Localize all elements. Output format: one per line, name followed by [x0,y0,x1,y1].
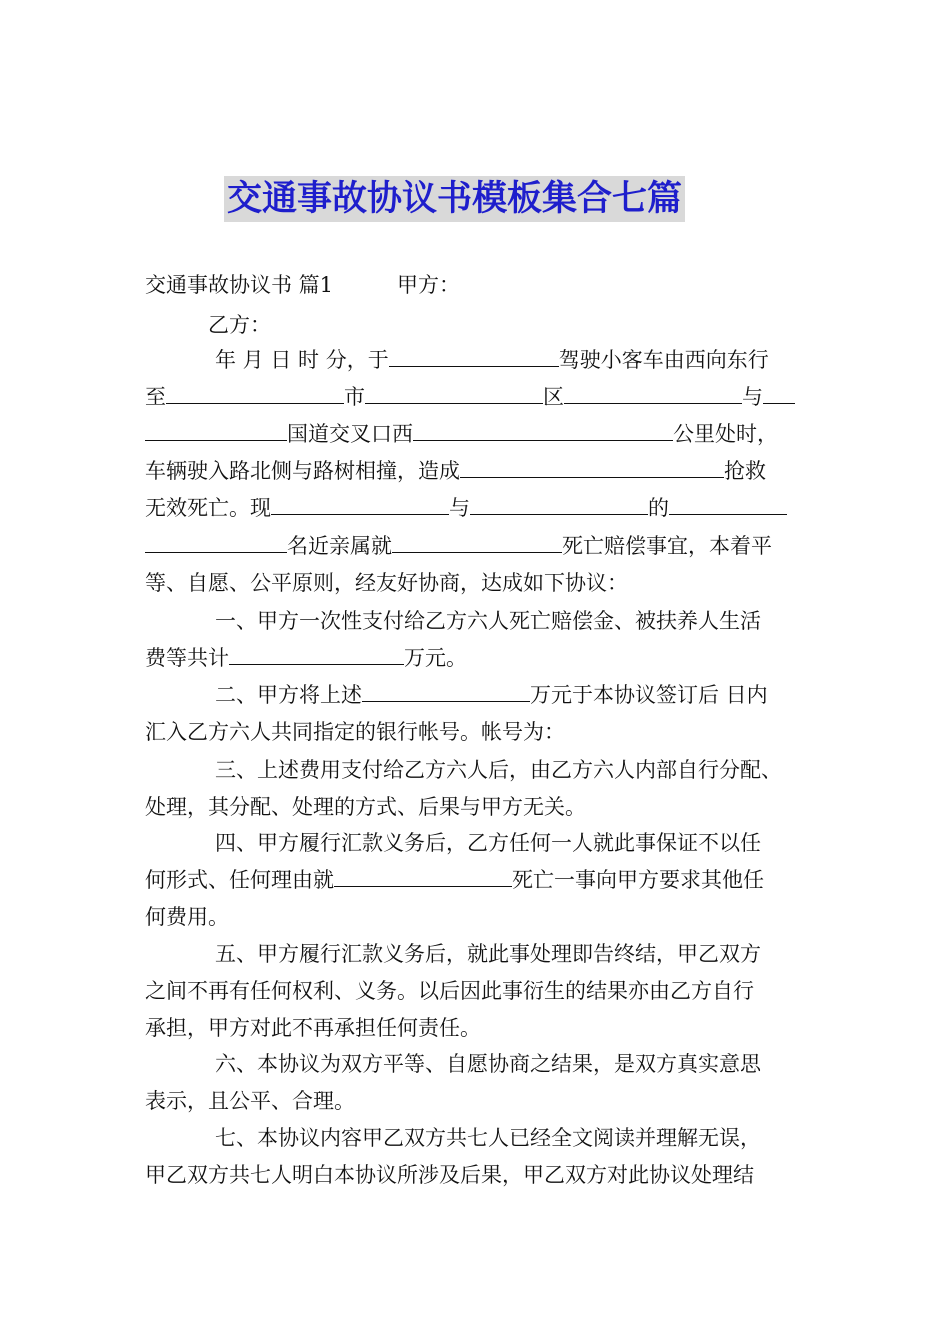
blank-field [145,530,287,553]
blank-field [166,381,344,404]
blank-field [669,492,787,515]
blank-field [763,381,795,404]
text-line: 年 月 日 时 分，于 驾驶小客车由西向东行 [215,344,769,376]
blank-field [413,418,673,441]
blank-field [362,679,530,702]
blank-field [460,455,724,478]
party-b-line [208,309,271,341]
text-line: 名近亲属就 死亡赔偿事宜，本着平 [145,530,772,562]
section-heading: 交通事故协议书 篇1 [145,273,334,297]
clause-2-line: 二、甲方将上述 万元于本协议签订后 日内 [215,679,768,711]
blank-field [389,344,559,367]
clause-5-line: 五、甲方履行汇款义务后，就此事处理即告终结，甲乙双方 [215,942,761,966]
blank-field [229,642,404,665]
blank-field [470,492,648,515]
clause-7-line: 七、本协议内容甲乙双方共七人已经全文阅读并理解无误， [215,1126,761,1150]
party-a-label: 甲方： [397,273,461,297]
text-line: 至 市 区 与 [145,381,795,413]
text-line: 承担，甲方对此不再承担任何责任。 [145,1016,481,1040]
heading-line [145,269,460,301]
text-line: 等、自愿、公平原则，经友好协商，达成如下协议： [145,571,628,595]
text-line: 处理，其分配、处理的方式、后果与甲方无关。 [145,795,586,819]
text-line: 国道交叉口西 公里处时， [145,418,778,450]
text-line: 无效死亡。现 与 的 [145,492,787,524]
blank-field [392,530,562,553]
text-line: 何形式、任何理由就 死亡一事向甲方要求其他任 [145,864,764,896]
blank-field [564,381,742,404]
text-line: 甲乙双方共七人明白本协议所涉及后果，甲乙双方对此协议处理结 [145,1163,754,1187]
clause-6-line: 六、本协议为双方平等、自愿协商之结果，是双方真实意思 [215,1052,761,1076]
clause-4-line: 四、甲方履行汇款义务后，乙方任何一人就此事保证不以任 [215,831,761,855]
text-line: 何费用。 [145,905,229,929]
text-line: 车辆驶入路北侧与路树相撞，造成 抢救 [145,455,766,487]
document-title: 交通事故协议书模板集合七篇 [224,176,685,222]
party-b-label: 乙方： [208,313,271,337]
text-line: 汇入乙方六人共同指定的银行帐号。帐号为： [145,720,565,744]
text-line: 费等共计 万元。 [145,642,467,674]
blank-field [145,418,287,441]
text-line: 之间不再有任何权利、义务。以后因此事衍生的结果亦由乙方自行 [145,979,754,1003]
text-line: 表示，且公平、合理。 [145,1089,355,1113]
blank-field [365,381,543,404]
blank-field [334,864,512,887]
blank-field [271,492,449,515]
clause-3-line: 三、上述费用支付给乙方六人后，由乙方六人内部自行分配、 [215,758,782,782]
clause-1-line: 一、甲方一次性支付给乙方六人死亡赔偿金、被扶养人生活 [215,609,761,633]
